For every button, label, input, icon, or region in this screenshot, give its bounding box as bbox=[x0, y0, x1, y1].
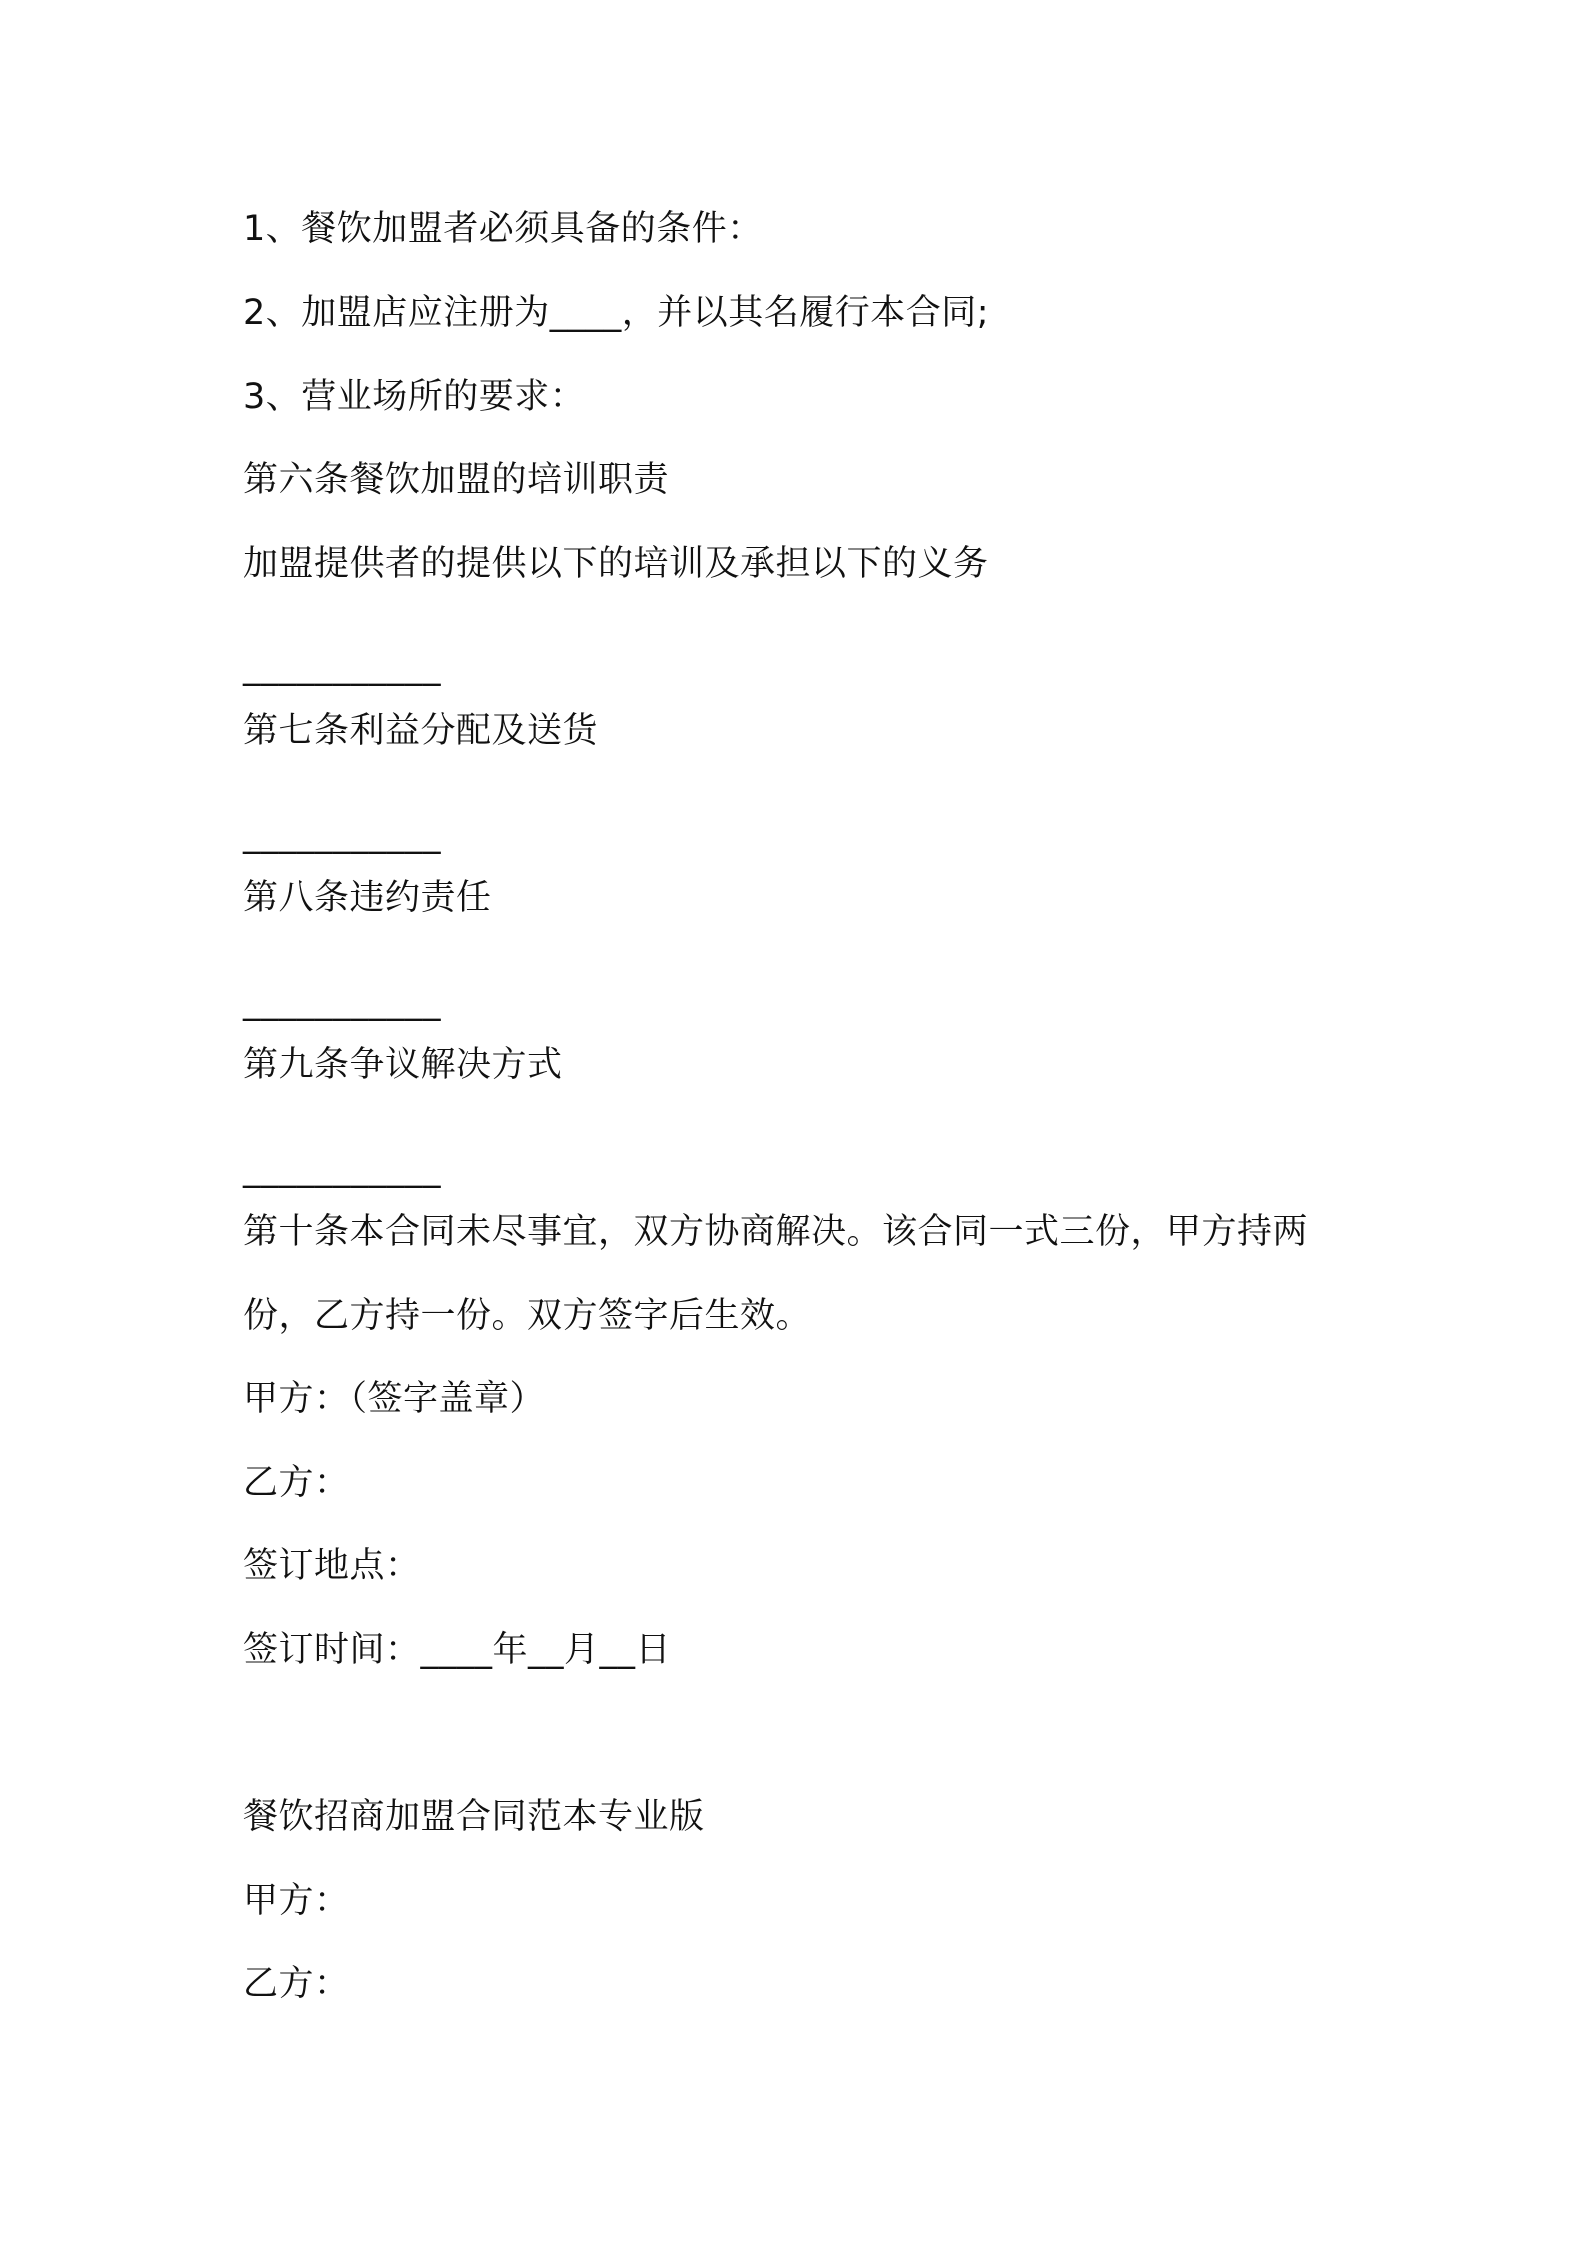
article-6-text: 加盟提供者的提供以下的培训及承担以下的义务 bbox=[243, 544, 989, 584]
condition-item-2: 2、加盟店应注册为____，并以其名履行本合同; bbox=[243, 293, 990, 333]
party-a-signature: 甲方：（签字盖章） bbox=[243, 1379, 546, 1419]
article-6-heading: 第六条餐饮加盟的培训职责 bbox=[243, 460, 670, 500]
article-10-text-line-1: 第十条本合同未尽事宜，双方协商解决。该合同一式三份，甲方持两 bbox=[243, 1212, 1309, 1252]
party-b-label: 乙方： bbox=[243, 1964, 350, 2004]
signing-place: 签订地点： bbox=[243, 1546, 421, 1586]
blank-line-2: ___________ bbox=[243, 815, 441, 855]
article-9-heading: 第九条争议解决方式 bbox=[243, 1045, 563, 1085]
contract-title: 餐饮招商加盟合同范本专业版 bbox=[243, 1797, 705, 1837]
condition-item-1: 1、餐饮加盟者必须具备的条件： bbox=[243, 209, 763, 249]
blank-line-1: ___________ bbox=[243, 647, 441, 687]
party-a-label: 甲方： bbox=[243, 1881, 350, 1921]
blank-line-3: ___________ bbox=[243, 982, 441, 1022]
article-10-text-line-2: 份，乙方持一份。双方签字后生效。 bbox=[243, 1296, 812, 1336]
article-8-heading: 第八条违约责任 bbox=[243, 878, 492, 918]
blank-line-4: ___________ bbox=[243, 1149, 441, 1189]
party-b-signature: 乙方： bbox=[243, 1463, 350, 1503]
condition-item-3: 3、营业场所的要求： bbox=[243, 377, 586, 417]
signing-date: 签订时间：____年__月__日 bbox=[243, 1630, 672, 1670]
article-7-heading: 第七条利益分配及送货 bbox=[243, 711, 599, 751]
